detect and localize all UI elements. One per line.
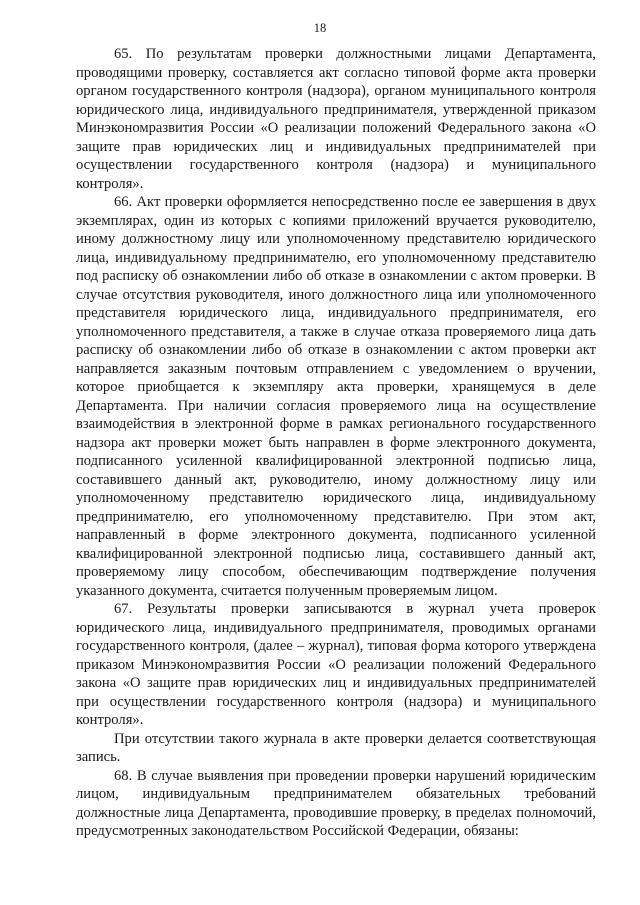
page-number: 18 (313, 21, 327, 35)
document-body (76, 45, 596, 841)
paragraph-68: 68. В случае выявления при проведении проверки нарушений юридическим лицом, индивидуальным предпринимателем обязательных требований должностные лица Департамента, проводившие проверку, в пределах полномочий, предусмотренных законодательством Российской Федерации, обязаны: (76, 767, 596, 839)
paragraph-journal-note: При отсутствии такого журнала в акте проверки делается соответствующая запись. (76, 730, 596, 765)
paragraph-65: 65. По результатам проверки должностными лицами Департамента, проводящими проверку, составляется акт согласно типовой форме акта проверки органом государственного контроля (надзора), органом муниципального контроля юридического лица, индивидуального предпринимателя, утвержденной приказом Минэкономразвития России «О реализации положений Федерального закона «О защите прав юридических лиц и индивидуальных предпринимателей при осуществлении государственного контроля (надзора) и муниципального контроля». (76, 46, 596, 192)
paragraph-67: 67. Результаты проверки записываются в журнал учета проверок юридического лица, индивидуального предпринимателя, проводимых органами государственного контроля, (далее – журнал), типовая форма которого утверждена приказом Минэкономразвития России «О реализации положений Федерального закона «О защите прав юридических лиц и индивидуальных предпринимателей при осуществлении государственного контроля (надзора) и муниципального контроля». (76, 601, 596, 728)
paragraph-66: 66. Акт проверки оформляется непосредственно после ее завершения в двух экземплярах, один из которых с копиями приложений вручается руководителю, иному должностному лицу или уполномоченному представителю юридического лица, индивидуальному предпринимателю, его уполномоченному представителю под расписку об ознакомлении либо об отказе в ознакомлении с актом проверки. В случае отсутствия руководителя, иного должностного лица или уполномоченного представителя юридического лица, индивидуального предпринимателя, его уполномоченного представителя, а также в случае отказа проверяемого лица дать расписку об ознакомлении либо об отказе в ознакомлении с актом проверки акт направляется заказным почтовым отправлением с уведомлением о вручении, которое приобщается к экземпляру акта проверки, хранящемуся в деле Департамента. При наличии согласия проверяемого лица на осуществление взаимодействия в электронной форме в рамках регионального государственного надзора акт проверки может быть направлен в форме электронного документа, подписанного усиленной квалифицированной электронной подписью лица, составившего данный акт, руководителю, иному должностному лицу или уполномоченному представителю юридического лица, индивидуальному предпринимателю, его уполномоченному представителю. При этом акт, направленный в форме электронного документа, подписанного усиленной квалифицированной электронной подписью лица, составившего данный акт, проверяемому лицу способом, обеспечивающим подтверждение получения указанного документа, считается полученным проверяемым лицом. (76, 194, 596, 599)
